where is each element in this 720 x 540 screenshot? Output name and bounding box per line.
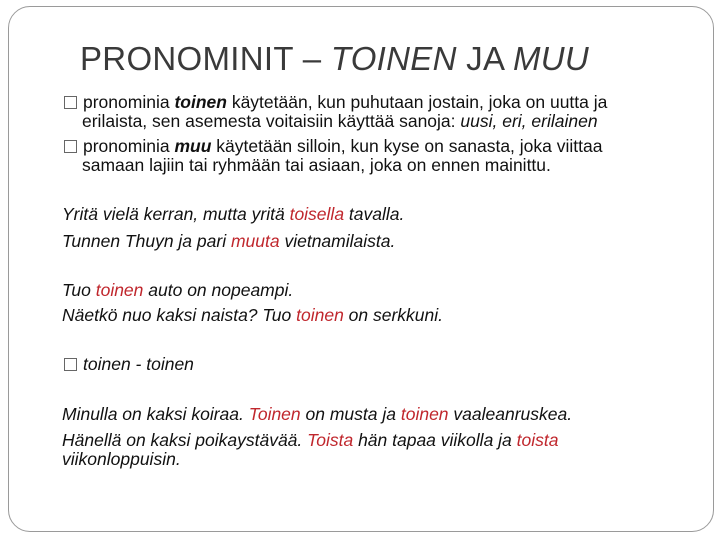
bullet-toinen-line1 [64, 92, 607, 112]
example-text: Tunnen Thuyn ja pari [62, 231, 231, 251]
example-text: vaaleanruskea. [448, 404, 573, 424]
example-highlight: muuta [230, 231, 280, 251]
bullet-text: käytetään silloin, kun kyse on sanasta, joka viittaa [211, 136, 603, 156]
example-text: hän tapaa viikolla ja [353, 430, 517, 450]
title-prefix: PRONOMINIT – [80, 40, 331, 77]
pair-example-tail [62, 449, 181, 469]
example-highlight: toinen [296, 305, 344, 325]
example-line [62, 305, 443, 325]
pair-example-line [62, 404, 572, 424]
bullet-box-icon [64, 358, 77, 371]
pair-heading-text: toinen - toinen [83, 354, 194, 374]
example-text: Hänellä on kaksi poikaystävää. [62, 430, 308, 450]
example-highlight: toinen [95, 280, 144, 300]
bullet-text: erilaista, sen asemesta voitaisiin käyttää sanoja: [82, 111, 461, 131]
title-mid: JA [456, 40, 513, 77]
bullet-keyword: toinen [174, 92, 227, 112]
example-line [62, 204, 404, 224]
example-text: Minulla on kaksi koiraa. [62, 404, 249, 424]
example-highlight: Toista [307, 430, 354, 450]
bullet-text: käytetään, kun puhutaan jostain, joka on uutta ja [226, 92, 608, 112]
bullet-text: samaan lajiin tai ryhmään tai asiaan, joka on ennen mainittu. [82, 155, 551, 175]
example-text: tavalla. [344, 204, 405, 224]
bullet-muu-line2 [82, 155, 551, 175]
example-highlight: toista [516, 430, 559, 450]
example-highlight: Toinen [248, 404, 301, 424]
example-text: auto on nopeampi. [143, 280, 294, 300]
bullet-synonyms: uusi, eri, erilainen [460, 111, 598, 131]
bullet-keyword: muu [174, 136, 212, 156]
bullet-muu-line1 [64, 136, 602, 156]
pair-example-line [62, 430, 558, 450]
example-text: Näetkö nuo kaksi naista? Tuo [62, 305, 297, 325]
bullet-toinen-line2 [82, 111, 598, 131]
title-word-toinen: TOINEN [330, 40, 457, 77]
example-text: viikonloppuisin. [62, 449, 181, 469]
page-title [80, 40, 589, 78]
example-highlight: toisella [289, 204, 345, 224]
bullet-box-icon [64, 96, 77, 109]
example-highlight: toinen [400, 404, 449, 424]
title-word-muu: MUU [512, 40, 589, 77]
pair-heading [64, 354, 194, 374]
bullet-text: pronominia [83, 136, 175, 156]
example-text: on serkkuni. [343, 305, 444, 325]
bullet-box-icon [64, 140, 77, 153]
example-line [62, 231, 395, 251]
example-text: Tuo [62, 280, 96, 300]
example-line [62, 280, 293, 300]
example-text: Yritä vielä kerran, mutta yritä [62, 204, 290, 224]
bullet-text: pronominia [83, 92, 175, 112]
example-text: vietnamilaista. [279, 231, 396, 251]
example-text: on musta ja [300, 404, 401, 424]
